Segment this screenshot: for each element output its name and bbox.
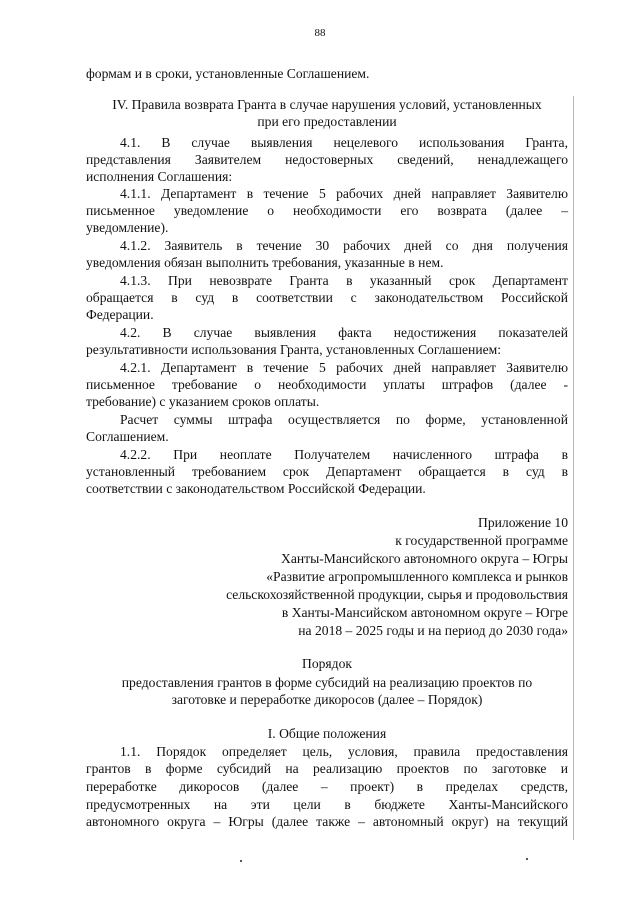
text-line: 4.1.2. Заявитель в течение 30 рабочих дней со дня получения <box>120 238 568 253</box>
text-line: установленный требованием срок Департамент обращается в суд в <box>86 464 568 479</box>
text-line: 4.2.2. При неоплате Получателем начисленного штрафа в <box>120 447 568 462</box>
text-line: 4.1. В случае выявления нецелевого использования Гранта, <box>120 135 568 150</box>
document-title: Порядок <box>302 656 352 671</box>
text-line: 1.1. Порядок определяет цель, условия, правила предоставления <box>120 744 568 759</box>
section-heading: при его предоставлении <box>257 114 397 129</box>
appendix-line: Ханты-Мансийского автономного округа – Югры <box>281 551 568 566</box>
appendix-line: на 2018 – 2025 годы и на период до 2030 года» <box>298 623 568 638</box>
chapter-heading: I. Общие положения <box>267 726 387 741</box>
text-line: результативности использования Гранта, установленных Соглашением: <box>86 342 502 357</box>
text-line: 4.1.1. Департамент в течение 5 рабочих дней направляет Заявителю <box>120 186 568 201</box>
appendix-line: в Ханты-Мансийском автономном округе – Югре <box>281 605 568 620</box>
text-line: Федерации. <box>86 307 154 322</box>
text-line: представления Заявителем недостоверных сведений, ненадлежащего <box>86 152 568 167</box>
text-line: требование) с указанием сроков оплаты. <box>86 394 320 409</box>
scan-speck <box>526 858 528 860</box>
text-line: Расчет суммы штрафа осуществляется по форме, установленной <box>120 412 568 427</box>
text-line: автономного округа – Югры (далее также – автономный округ) на текущий <box>86 814 568 829</box>
document-subtitle: заготовке и переработке дикоросов (далее – Порядок) <box>171 692 483 707</box>
appendix-line: «Развитие агропромышленного комплекса и рынков <box>266 569 568 584</box>
text-line: 4.2. В случае выявления факта недостижения показателей <box>120 325 568 340</box>
section-heading: IV. Правила возврата Гранта в случае нарушения условий, установленных <box>112 97 542 112</box>
text-line: уведомления обязан выполнить требования, указанные в нем. <box>86 255 444 270</box>
text-line: 4.2.1. Департамент в течение 5 рабочих дней направляет Заявителю <box>120 360 568 375</box>
text-line: 4.1.3. При невозврате Гранта в указанный срок Департамент <box>120 273 568 288</box>
text-line: соответствии с законодательством Российской Федерации. <box>86 481 426 496</box>
text-line: письменное требование о необходимости уплаты штрафов (далее - <box>86 377 568 392</box>
text-line: обращается в суд в соответствии с законодательством Российской <box>86 290 568 305</box>
text-line: формам и в сроки, установленные Соглашением. <box>86 66 370 81</box>
appendix-line: к государственной программе <box>395 533 568 548</box>
text-line: переработке дикоросов (далее – проект) в пределах средств, <box>86 779 568 794</box>
scan-speck <box>240 860 242 862</box>
text-line: Соглашением. <box>86 429 169 444</box>
appendix-line: Приложение 10 <box>478 515 568 530</box>
text-line: уведомление). <box>86 220 169 235</box>
document-subtitle: предоставления грантов в форме субсидий на реализацию проектов по <box>121 675 533 690</box>
text-line: письменное уведомление о необходимости его возврата (далее – <box>86 203 568 218</box>
text-line: предусмотренных на эти цели в бюджете Ханты-Мансийского <box>86 797 568 812</box>
text-line: грантов в форме субсидий на реализацию проектов по заготовке и <box>86 761 568 776</box>
scan-edge-line <box>573 96 574 840</box>
page-number: 88 <box>314 27 326 39</box>
text-line: исполнения Соглашения: <box>86 169 233 184</box>
appendix-line: сельскохозяйственной продукции, сырья и продовольствия <box>226 587 568 602</box>
